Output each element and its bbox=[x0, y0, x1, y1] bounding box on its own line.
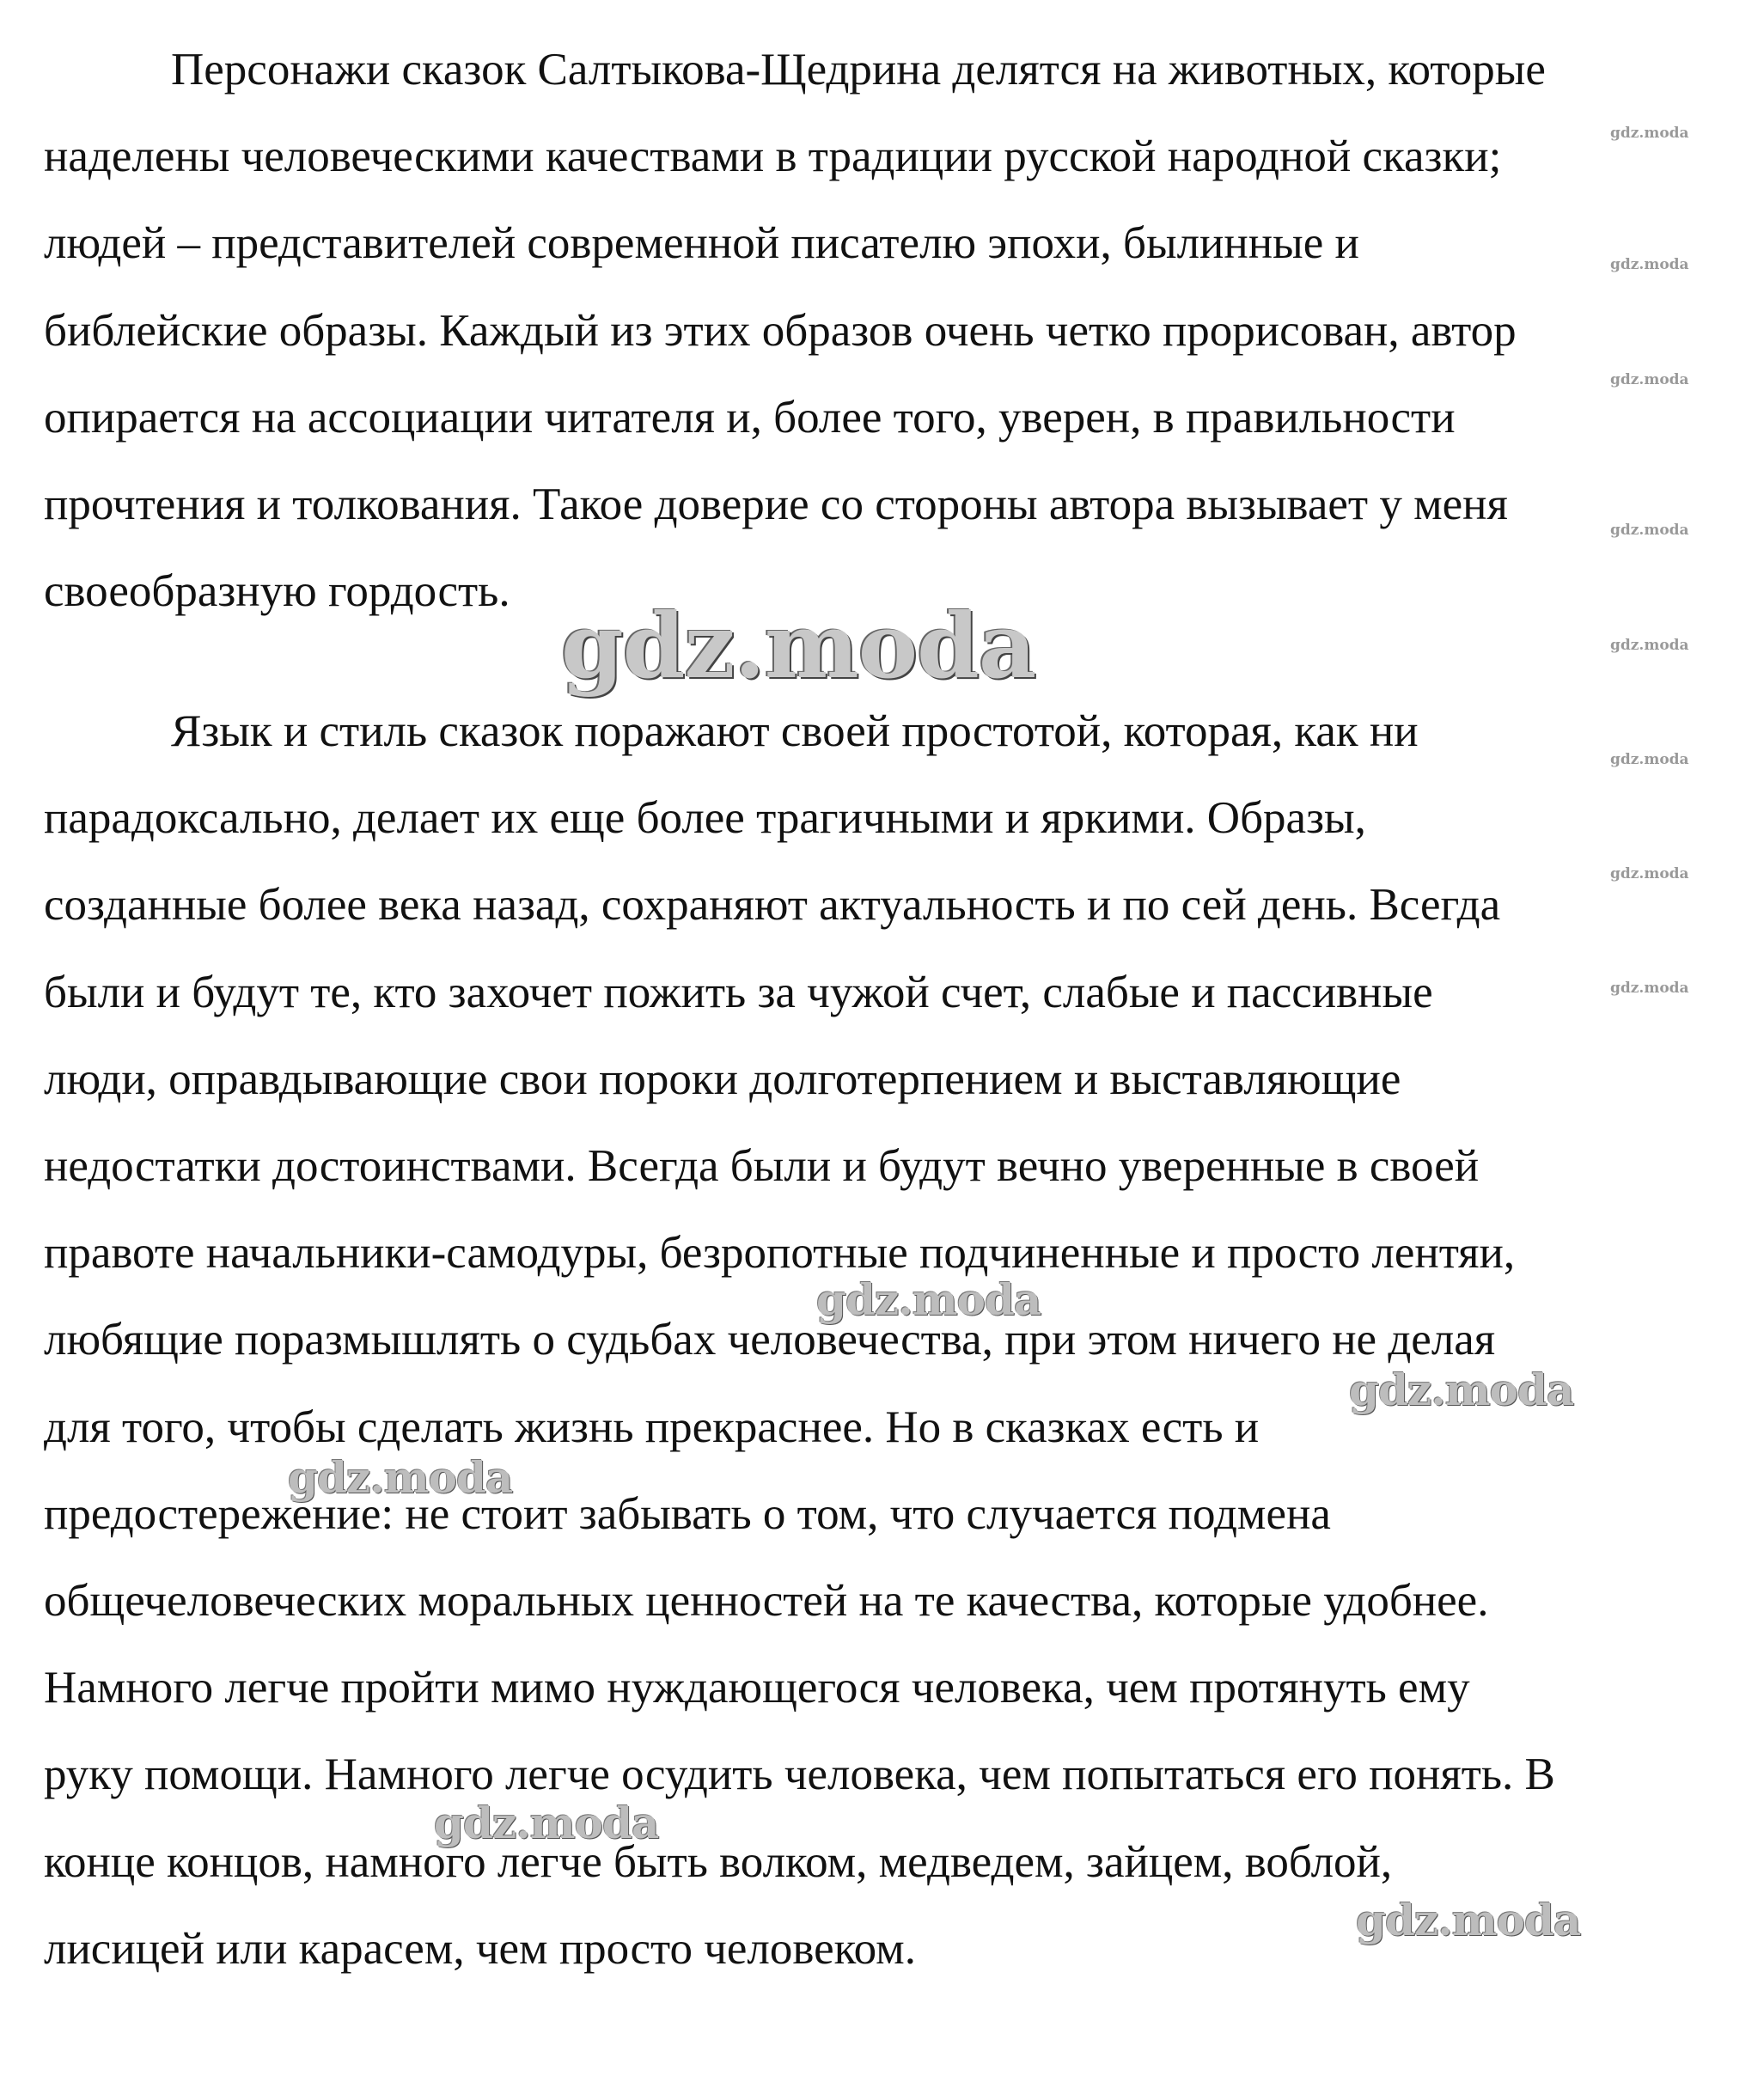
paragraph-line: руку помощи. Намного легче осудить человека, чем попытаться его понять. В bbox=[44, 1749, 1555, 1800]
paragraph-line: своеобразную гордость. bbox=[44, 566, 510, 617]
paragraph-line: предостережение: не стоит забывать о том, что случается подмена bbox=[44, 1488, 1331, 1539]
watermark-logo: gdz.moda bbox=[288, 1452, 513, 1503]
paragraph-line: библейские образы. Каждый из этих образов очень четко прорисован, автор bbox=[44, 305, 1517, 356]
paragraph-line: недостатки достоинствами. Всегда были и будут вечно уверенные в своей bbox=[44, 1141, 1480, 1191]
paragraph-line: лисицей или карасем, чем просто человеком. bbox=[44, 1923, 916, 1974]
paragraph-line: были и будут те, кто захочет пожить за чужой счет, слабые и пассивные bbox=[44, 967, 1433, 1017]
paragraph-first-line: Персонажи сказок Салтыкова-Щедрина делятся на животных, которые bbox=[171, 45, 1546, 95]
watermark-logo: gdz.moda bbox=[1610, 980, 1689, 997]
paragraph-line: людей – представителей современной писателю эпохи, былинные и bbox=[44, 218, 1359, 269]
watermark-logo: gdz.moda bbox=[1610, 751, 1689, 768]
watermark-logo: gdz.moda bbox=[1356, 1895, 1581, 1945]
paragraph-line: правоте начальники-самодуры, безропотные подчиненные и просто лентяи, bbox=[44, 1228, 1516, 1279]
paragraph-first-line: Язык и стиль сказок поражают своей простотой, которая, как ни bbox=[171, 706, 1419, 756]
paragraph-line: любящие поразмышлять о судьбах человечества, при этом ничего не делая bbox=[44, 1315, 1496, 1365]
paragraph-line: наделены человеческими качествами в традиции русской народной сказки; bbox=[44, 131, 1502, 182]
paragraph-line: парадоксально, делает их еще более трагичными и яркими. Образы, bbox=[44, 793, 1366, 844]
paragraph-line: люди, оправдывающие свои пороки долготерпением и выставляющие bbox=[44, 1053, 1401, 1104]
watermark-logo: gdz.moda bbox=[434, 1798, 659, 1848]
watermark-logo: gdz.moda bbox=[561, 593, 1036, 699]
watermark-logo: gdz.moda bbox=[1610, 522, 1689, 539]
watermark-logo: gdz.moda bbox=[1610, 371, 1689, 388]
paragraph-line: опирается на ассоциации читателя и, более того, уверен, в правильности bbox=[44, 392, 1456, 443]
paragraph-line: для того, чтобы сделать жизнь прекраснее. Но в сказках есть и bbox=[44, 1401, 1260, 1452]
watermark-logo: gdz.moda bbox=[1349, 1365, 1574, 1415]
watermark-logo: gdz.moda bbox=[816, 1274, 1041, 1325]
watermark-logo: gdz.moda bbox=[1610, 865, 1689, 882]
paragraph-line: созданные более века назад, сохраняют актуальность и по сей день. Всегда bbox=[44, 880, 1501, 931]
watermark-logo: gdz.moda bbox=[1610, 125, 1689, 142]
paragraph-line: конце концов, намного легче быть волком, медведем, зайцем, воблой, bbox=[44, 1836, 1393, 1887]
watermark-logo: gdz.moda bbox=[1610, 256, 1689, 273]
watermark-logo: gdz.moda bbox=[1610, 637, 1689, 654]
paragraph-line: прочтения и толкования. Такое доверие со стороны автора вызывает у меня bbox=[44, 479, 1508, 529]
paragraph-line: общечеловеческих моральных ценностей на те качества, которые удобнее. bbox=[44, 1576, 1489, 1626]
paragraph-line: Намного легче пройти мимо нуждающегося человека, чем протянуть ему bbox=[44, 1663, 1470, 1713]
